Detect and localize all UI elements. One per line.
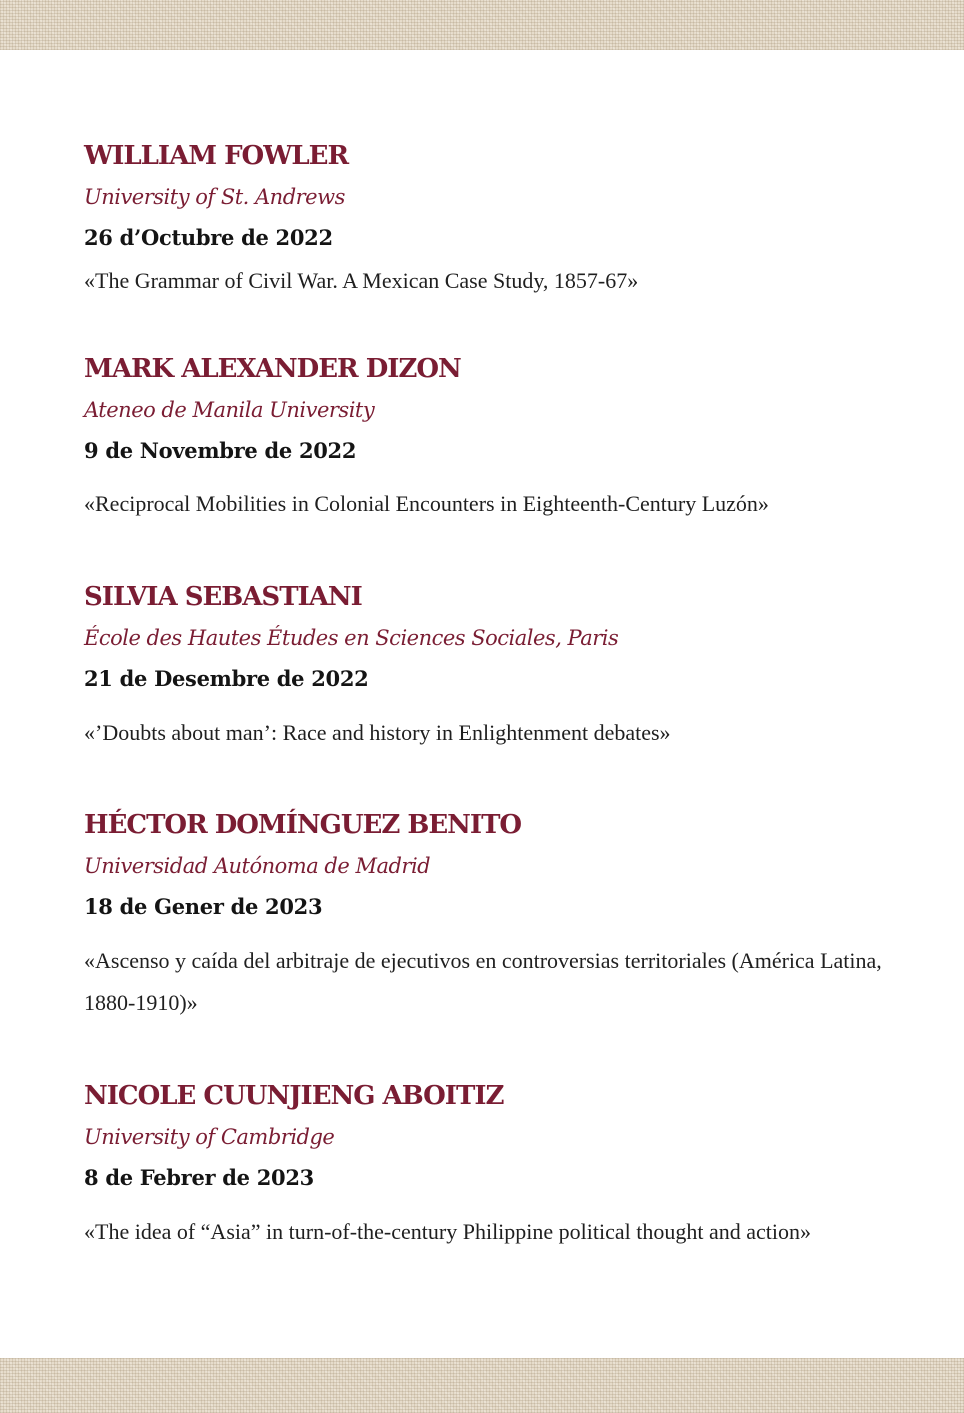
speaker-name: WILLIAM FOWLER	[84, 141, 349, 171]
speaker-name: NICOLE CUUNJIENG ABOITIZ	[84, 1081, 504, 1111]
linen-border-top	[0, 0, 964, 50]
talk-title: «Ascenso y caída del arbitraje de ejecutivos en controversias territoriales (América Latina, 1880-1910)»	[84, 948, 882, 1015]
talk-title: «Reciprocal Mobilities in Colonial Encounters in Eighteenth-Century Luzón»	[84, 491, 769, 516]
speaker-affiliation: Universidad Autónoma de Madrid	[84, 854, 431, 878]
talk-title: «The Grammar of Civil War. A Mexican Case Study, 1857-67»	[84, 268, 639, 293]
speaker-name: MARK ALEXANDER DIZON	[84, 354, 461, 384]
speaker-affiliation: University of Cambridge	[84, 1125, 335, 1149]
talk-title: «The idea of “Asia” in turn-of-the-century Philippine political thought and action»	[84, 1219, 812, 1244]
talk-date: 21 de Desembre de 2022	[84, 666, 369, 691]
talk-date: 8 de Febrer de 2023	[84, 1165, 314, 1190]
speaker-name: HÉCTOR DOMÍNGUEZ BENITO	[84, 810, 522, 840]
talk-date: 18 de Gener de 2023	[84, 894, 323, 919]
speaker-affiliation: University of St. Andrews	[84, 185, 345, 209]
speaker-affiliation: École des Hautes Études en Sciences Sociales, Paris	[84, 626, 619, 650]
speaker-name: SILVIA SEBASTIANI	[84, 582, 362, 612]
talk-title: «’Doubts about man’: Race and history in Enlightenment debates»	[84, 720, 671, 745]
speaker-affiliation: Ateneo de Manila University	[84, 398, 375, 422]
talk-date: 26 d’Octubre de 2022	[84, 225, 333, 250]
talk-date: 9 de Novembre de 2022	[84, 438, 357, 463]
linen-border-bottom	[0, 1358, 964, 1413]
